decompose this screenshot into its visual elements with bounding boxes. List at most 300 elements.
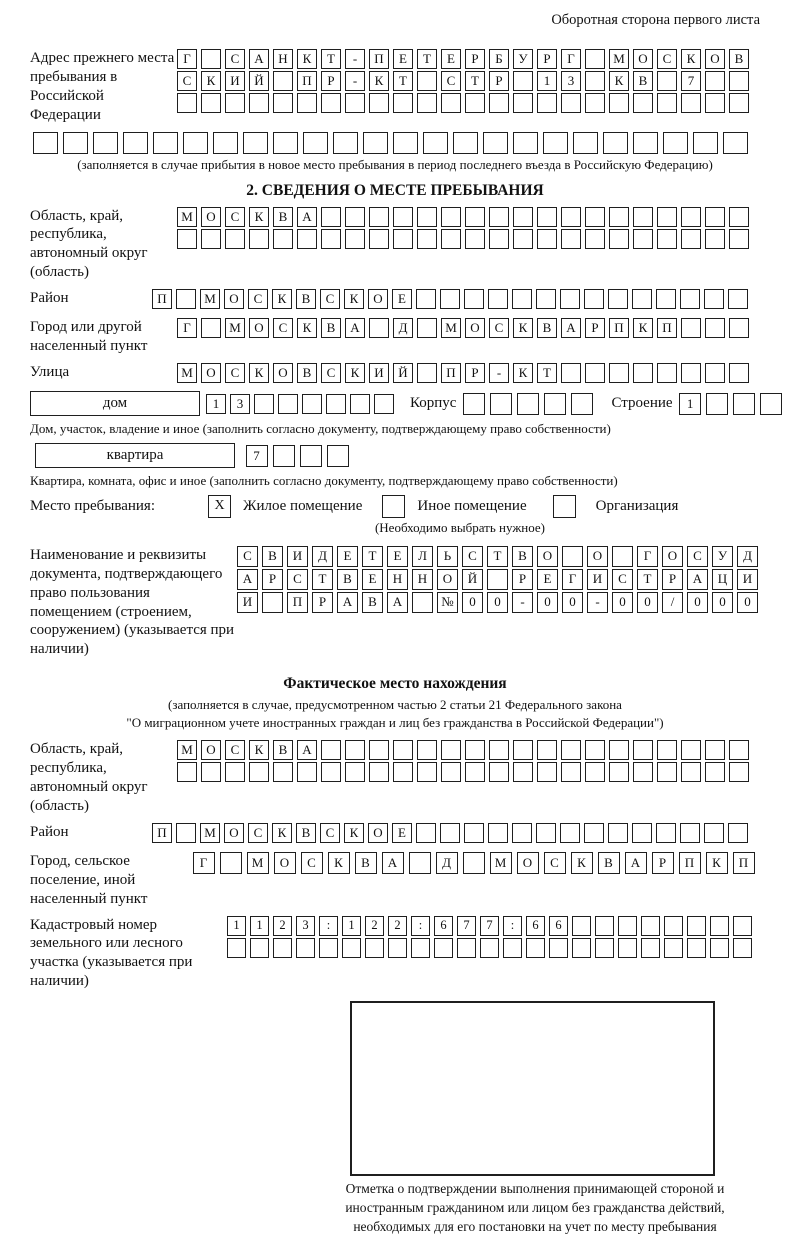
field-fact-oblast <box>30 738 760 816</box>
char-cell: В <box>321 318 341 338</box>
fact-caption-line2: "О миграционном учете иностранных граждан и лиц без гражданства в Российской Федерации") <box>126 714 664 730</box>
char-cell: Д <box>312 546 333 567</box>
char-cell <box>225 762 245 782</box>
char-cell <box>273 445 295 467</box>
char-cell: К <box>345 363 365 383</box>
char-row <box>235 569 760 590</box>
char-cell <box>183 132 208 154</box>
char-cell <box>729 93 749 113</box>
option-organizatsiya-label: Организация <box>595 497 679 514</box>
char-cell: С <box>237 546 258 567</box>
char-cell: К <box>249 363 269 383</box>
char-cell <box>680 823 700 843</box>
char-cell: 7 <box>457 916 476 936</box>
char-cell: И <box>369 363 389 383</box>
header-note: Оборотная сторона первого листа <box>551 12 760 28</box>
char-cell: С <box>462 546 483 567</box>
char-cell: Д <box>393 318 413 338</box>
char-row <box>175 762 760 782</box>
char-cell: М <box>200 823 220 843</box>
char-row <box>175 207 760 227</box>
char-cell <box>618 916 637 936</box>
char-cell: Е <box>392 289 412 309</box>
char-cell <box>465 207 485 227</box>
char-cell <box>710 938 729 958</box>
char-cell: О <box>517 852 539 874</box>
footer-caption: Отметка о подтверждении выполнения принимающей стороной и иностранным гражданином или лицом без гражданства действий, необходимых для его постановки на учет по месту пребывания <box>345 1181 725 1234</box>
char-cell <box>705 207 725 227</box>
char-cell <box>608 823 628 843</box>
char-cell <box>632 823 652 843</box>
oblast-label: Область, край, республика, автономный округ (область) <box>30 207 148 281</box>
char-cell: Н <box>273 49 293 69</box>
char-cell: П <box>441 363 461 383</box>
char-cell: 0 <box>612 592 633 613</box>
char-cell <box>488 823 508 843</box>
char-cell: А <box>249 49 269 69</box>
char-cell <box>393 93 413 113</box>
char-cell: Т <box>417 49 437 69</box>
char-cell <box>585 93 605 113</box>
char-row <box>225 938 760 958</box>
char-cell <box>440 289 460 309</box>
char-cell <box>33 132 58 154</box>
char-cell: № <box>437 592 458 613</box>
char-cell: С <box>687 546 708 567</box>
char-cell: К <box>297 49 317 69</box>
char-cell <box>176 823 196 843</box>
char-row <box>204 394 396 414</box>
char-cell: В <box>296 289 316 309</box>
char-cell <box>440 823 460 843</box>
char-cell <box>369 93 389 113</box>
char-cell: О <box>201 207 221 227</box>
char-cell: - <box>587 592 608 613</box>
char-cell: И <box>237 592 258 613</box>
char-row <box>235 546 760 567</box>
char-cell: К <box>272 289 292 309</box>
char-cell <box>393 207 413 227</box>
footer-block <box>315 1001 755 1237</box>
char-cell <box>681 207 701 227</box>
char-row <box>150 823 760 843</box>
char-cell: 2 <box>365 916 384 936</box>
char-cell: И <box>287 546 308 567</box>
char-cell <box>585 740 605 760</box>
char-cell <box>345 740 365 760</box>
korpus-label: Корпус <box>410 395 457 412</box>
fact-title: Фактическое место нахождения <box>283 675 507 693</box>
char-row <box>243 445 351 467</box>
char-cell <box>729 740 749 760</box>
char-cell <box>728 289 748 309</box>
prev-address-label: Адрес прежнего места пребывания в Российской Федерации <box>30 50 175 123</box>
char-cell: П <box>152 823 172 843</box>
char-cell: Д <box>737 546 758 567</box>
field-gorod <box>30 316 760 356</box>
char-cell: : <box>319 916 338 936</box>
char-cell <box>517 393 539 415</box>
char-cell: В <box>537 318 557 338</box>
char-cell: О <box>537 546 558 567</box>
char-cell: М <box>177 740 197 760</box>
char-cell: В <box>633 71 653 91</box>
char-row <box>175 93 760 113</box>
char-cell <box>388 938 407 958</box>
char-cell: Т <box>465 71 485 91</box>
char-row <box>175 363 760 383</box>
char-cell: М <box>200 289 220 309</box>
char-cell <box>723 132 748 154</box>
char-cell: М <box>441 318 461 338</box>
char-cell <box>273 71 293 91</box>
char-cell <box>457 938 476 958</box>
char-cell <box>302 394 322 414</box>
char-cell: П <box>152 289 172 309</box>
char-cell: В <box>262 546 283 567</box>
char-cell: 7 <box>480 916 499 936</box>
char-cell <box>342 938 361 958</box>
char-cell: - <box>489 363 509 383</box>
ulitsa-label: Улица <box>30 363 70 380</box>
char-cell: А <box>687 569 708 590</box>
char-cell: 1 <box>342 916 361 936</box>
char-cell <box>633 132 658 154</box>
char-cell <box>609 762 629 782</box>
char-cell <box>681 363 701 383</box>
char-cell <box>681 229 701 249</box>
char-cell <box>537 229 557 249</box>
char-cell <box>201 49 221 69</box>
char-cell <box>561 740 581 760</box>
char-cell: Е <box>387 546 408 567</box>
char-cell: С <box>441 71 461 91</box>
section2-title: 2. СВЕДЕНИЯ О МЕСТЕ ПРЕБЫВАНИЯ <box>246 181 544 199</box>
char-cell <box>227 938 246 958</box>
char-cell <box>704 823 724 843</box>
char-cell <box>572 916 591 936</box>
char-cell: Т <box>637 569 658 590</box>
char-cell <box>656 289 676 309</box>
char-cell <box>729 318 749 338</box>
char-cell <box>490 393 512 415</box>
char-cell: К <box>249 207 269 227</box>
char-cell <box>544 393 566 415</box>
option-inoe-label: Иное помещение <box>417 497 527 514</box>
char-cell <box>319 938 338 958</box>
char-cell <box>585 229 605 249</box>
char-cell <box>526 938 545 958</box>
char-cell <box>423 132 448 154</box>
char-cell <box>273 93 293 113</box>
char-cell <box>262 592 283 613</box>
char-cell <box>303 132 328 154</box>
char-cell: : <box>503 916 522 936</box>
char-cell: П <box>609 318 629 338</box>
char-cell: П <box>733 852 755 874</box>
field-docs <box>30 544 760 659</box>
char-cell <box>487 569 508 590</box>
char-cell: С <box>177 71 197 91</box>
char-cell <box>412 592 433 613</box>
char-cell <box>463 852 485 874</box>
char-cell <box>657 762 677 782</box>
char-cell <box>657 207 677 227</box>
char-cell: 2 <box>388 916 407 936</box>
char-cell: Р <box>465 49 485 69</box>
char-cell <box>537 740 557 760</box>
char-cell: Т <box>487 546 508 567</box>
char-cell <box>561 93 581 113</box>
char-cell: П <box>297 71 317 91</box>
field-kadastr <box>30 914 760 992</box>
char-cell <box>441 207 461 227</box>
char-cell: Ц <box>712 569 733 590</box>
char-cell: 0 <box>637 592 658 613</box>
char-cell <box>633 229 653 249</box>
char-cell <box>249 229 269 249</box>
char-row <box>225 916 760 936</box>
char-cell: - <box>345 71 365 91</box>
char-cell: 1 <box>537 71 557 91</box>
char-cell: Г <box>177 318 197 338</box>
prev-address-caption: (заполняется в случае прибытия в новое место пребывания в период последнего въезда в Российскую Федерацию) <box>77 156 713 172</box>
char-cell <box>657 229 677 249</box>
char-cell <box>633 762 653 782</box>
char-cell: С <box>321 363 341 383</box>
char-cell <box>503 938 522 958</box>
char-cell <box>297 762 317 782</box>
char-cell <box>618 938 637 958</box>
char-cell: 0 <box>712 592 733 613</box>
char-cell <box>177 762 197 782</box>
char-cell: С <box>287 569 308 590</box>
char-cell: 1 <box>206 394 226 414</box>
char-cell: / <box>662 592 683 613</box>
char-cell <box>585 49 605 69</box>
char-cell <box>584 823 604 843</box>
char-cell <box>321 740 341 760</box>
char-cell <box>441 762 461 782</box>
char-cell: П <box>287 592 308 613</box>
char-cell <box>480 938 499 958</box>
field-rayon <box>30 287 760 311</box>
char-cell <box>729 71 749 91</box>
char-cell: И <box>587 569 608 590</box>
char-cell <box>609 207 629 227</box>
fact-caption-line1: (заполняется в случае, предусмотренном частью 2 статьи 21 Федерального закона <box>168 697 622 713</box>
char-cell <box>417 318 437 338</box>
char-row <box>175 229 760 249</box>
char-cell <box>656 823 676 843</box>
docs-label: Наименование и реквизиты документа, подтверждающего право пользования помещением (строением, сооружением) (указывается при наличии) <box>30 546 235 658</box>
char-cell <box>417 93 437 113</box>
char-cell <box>417 71 437 91</box>
char-cell: И <box>225 71 245 91</box>
char-cell <box>663 132 688 154</box>
char-cell: Б <box>489 49 509 69</box>
char-cell <box>705 762 725 782</box>
char-cell: Г <box>561 49 581 69</box>
field-oblast <box>30 205 760 283</box>
char-cell: М <box>225 318 245 338</box>
char-cell: О <box>201 740 221 760</box>
char-cell: : <box>411 916 430 936</box>
char-cell: О <box>273 363 293 383</box>
char-cell <box>225 93 245 113</box>
char-cell: К <box>249 740 269 760</box>
char-cell <box>441 93 461 113</box>
char-row <box>175 740 760 760</box>
char-cell <box>409 852 431 874</box>
char-cell: А <box>237 569 258 590</box>
char-cell: Т <box>321 49 341 69</box>
char-cell <box>760 393 782 415</box>
char-cell: В <box>512 546 533 567</box>
char-cell: М <box>177 363 197 383</box>
char-cell <box>297 93 317 113</box>
char-row <box>150 289 760 309</box>
char-cell: П <box>369 49 389 69</box>
char-cell: А <box>382 852 404 874</box>
char-cell <box>321 93 341 113</box>
char-cell <box>489 762 509 782</box>
char-cell <box>345 207 365 227</box>
char-cell: 0 <box>487 592 508 613</box>
char-cell <box>512 289 532 309</box>
char-cell: Е <box>537 569 558 590</box>
char-cell <box>417 207 437 227</box>
char-cell: Т <box>393 71 413 91</box>
char-cell <box>63 132 88 154</box>
char-cell: 1 <box>250 916 269 936</box>
char-cell <box>369 740 389 760</box>
char-cell <box>729 363 749 383</box>
char-cell: Г <box>562 569 583 590</box>
char-cell <box>585 363 605 383</box>
char-cell <box>483 132 508 154</box>
char-cell <box>273 938 292 958</box>
char-cell <box>657 740 677 760</box>
char-cell <box>417 229 437 249</box>
char-cell <box>153 132 178 154</box>
char-cell <box>633 740 653 760</box>
char-cell <box>489 740 509 760</box>
char-cell <box>369 762 389 782</box>
char-cell <box>441 229 461 249</box>
char-cell <box>549 938 568 958</box>
char-cell: Т <box>312 569 333 590</box>
field-mesto <box>30 495 760 518</box>
mesto-note: (Необходимо выбрать нужное) <box>374 519 546 535</box>
char-cell: С <box>320 289 340 309</box>
char-row <box>175 49 760 69</box>
char-cell: С <box>248 823 268 843</box>
char-cell: О <box>705 49 725 69</box>
char-cell: К <box>513 363 533 383</box>
char-cell <box>560 823 580 843</box>
char-cell: В <box>337 569 358 590</box>
char-cell <box>465 740 485 760</box>
char-cell <box>177 93 197 113</box>
char-cell <box>465 93 485 113</box>
char-cell <box>571 393 593 415</box>
char-cell: Р <box>585 318 605 338</box>
char-cell <box>572 938 591 958</box>
char-cell: Н <box>387 569 408 590</box>
char-cell: К <box>272 823 292 843</box>
char-cell: К <box>344 289 364 309</box>
char-cell <box>687 916 706 936</box>
char-row <box>175 71 760 91</box>
char-cell <box>93 132 118 154</box>
char-cell: Р <box>321 71 341 91</box>
char-cell <box>345 762 365 782</box>
char-cell <box>177 229 197 249</box>
rayon-label: Район <box>30 290 69 307</box>
char-cell <box>681 318 701 338</box>
char-cell <box>512 823 532 843</box>
char-cell: О <box>224 823 244 843</box>
char-cell <box>705 318 725 338</box>
char-cell <box>710 916 729 936</box>
char-cell: О <box>201 363 221 383</box>
char-cell: А <box>345 318 365 338</box>
char-row <box>677 393 785 415</box>
char-cell <box>489 229 509 249</box>
char-cell: Л <box>412 546 433 567</box>
char-cell <box>254 394 274 414</box>
char-cell: К <box>633 318 653 338</box>
char-cell: 0 <box>462 592 483 613</box>
prev-address-rows <box>175 47 760 115</box>
char-cell <box>278 394 298 414</box>
char-cell: 6 <box>434 916 453 936</box>
char-cell: У <box>712 546 733 567</box>
char-cell: А <box>297 207 317 227</box>
char-cell: А <box>297 740 317 760</box>
char-cell: Р <box>537 49 557 69</box>
char-cell <box>513 207 533 227</box>
char-cell: А <box>387 592 408 613</box>
char-cell: С <box>225 49 245 69</box>
char-cell <box>296 938 315 958</box>
char-cell <box>537 93 557 113</box>
char-cell: А <box>625 852 647 874</box>
char-cell <box>393 132 418 154</box>
char-cell: 1 <box>679 393 701 415</box>
char-cell: Г <box>177 49 197 69</box>
char-row-full-width <box>30 132 760 154</box>
char-cell: Е <box>337 546 358 567</box>
char-cell <box>584 289 604 309</box>
char-cell <box>369 207 389 227</box>
char-row <box>190 852 760 874</box>
char-cell <box>465 762 485 782</box>
char-cell: - <box>345 49 365 69</box>
char-cell: О <box>249 318 269 338</box>
char-cell: С <box>544 852 566 874</box>
char-cell <box>369 318 389 338</box>
mesto-label: Место пребывания: <box>30 497 155 514</box>
char-cell <box>595 916 614 936</box>
fact-rayon-label: Район <box>30 823 69 840</box>
char-cell: 7 <box>246 445 268 467</box>
char-cell: Е <box>392 823 412 843</box>
char-cell: Т <box>537 363 557 383</box>
dom-caption: Дом, участок, владение и иное (заполнить согласно документу, подтверждающему право собственности) <box>30 420 611 436</box>
char-cell: 3 <box>561 71 581 91</box>
